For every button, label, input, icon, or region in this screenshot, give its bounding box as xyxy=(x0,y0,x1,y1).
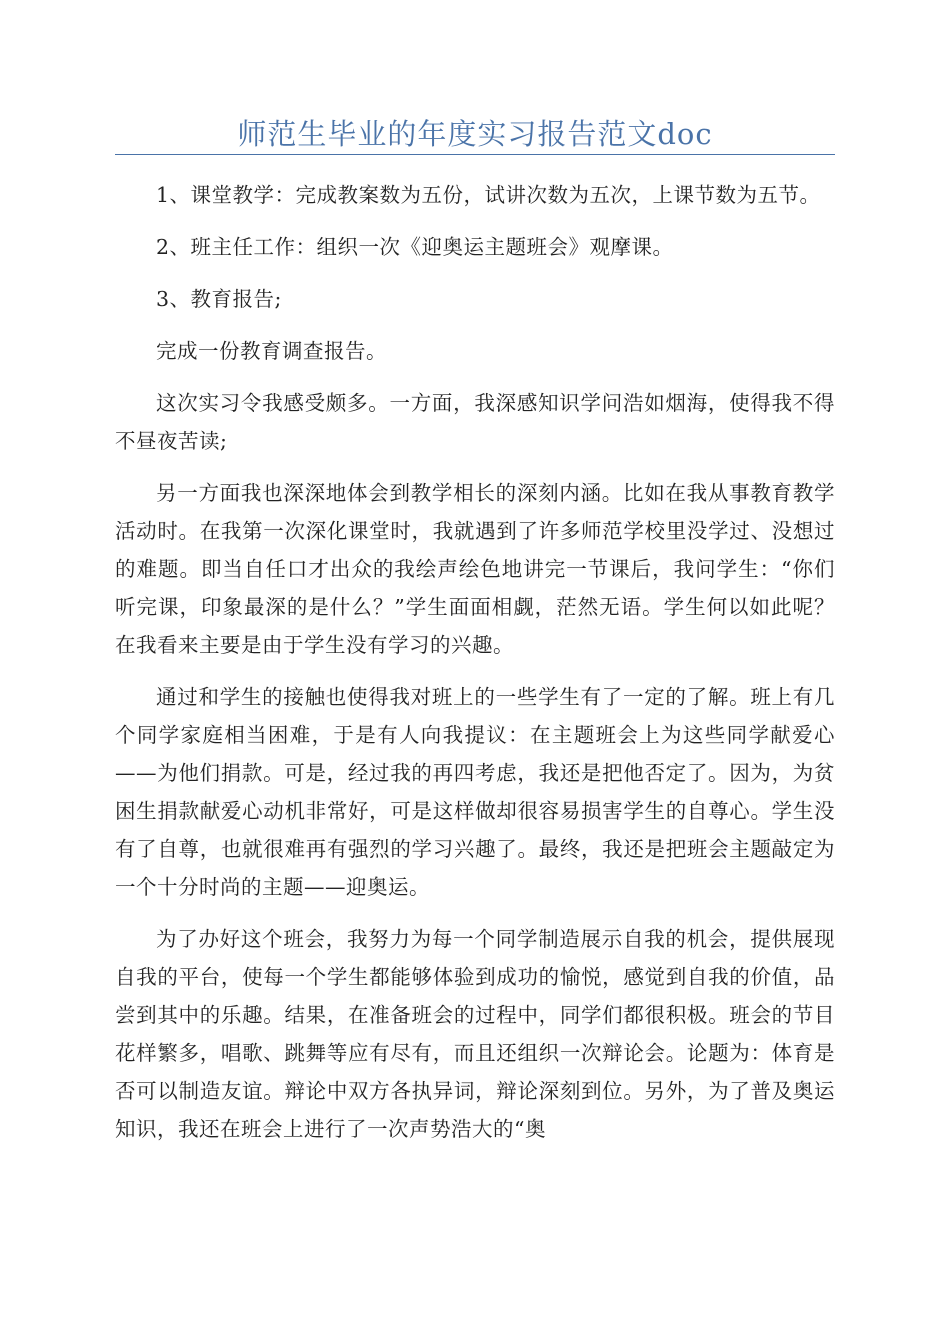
paragraph-reflection-intro: 这次实习令我感受颇多。一方面，我深感知识学问浩如烟海，使得我不得不昼夜苦读; xyxy=(115,391,835,453)
paragraph-classroom-teaching: 1、课堂教学：完成教案数为五份，试讲次数为五次，上课节数为五节。 xyxy=(156,183,821,207)
paragraph-class-advisor-work: 2、班主任工作：组织一次《迎奥运主题班会》观摩课。 xyxy=(156,235,674,259)
paragraph-class-meeting: 为了办好这个班会，我努力为每一个同学制造展示自我的机会，提供展现自我的平台，使每一个学生都能够体验到成功的愉悦，感觉到自我的价值，品尝到其中的乐趣。结果，在准备班会的过程中，同学们都很积极。班会的节目花样繁多，唱歌、跳舞等应有尽有，而且还组织一次辩论会。论题为：体育是否可以制造友谊。辩论中双方各执异词，辩论深刻到位。另外，为了普及奥运知识，我还在班会上进行了一次声势浩大的“奥 xyxy=(115,927,835,1141)
paragraph-teaching-insight: 另一方面我也深深地体会到教学相长的深刻内涵。比如在我从事教育教学活动时。在我第一次深化课堂时，我就遇到了许多师范学校里没学过、没想过的难题。即当自任口才出众的我绘声绘色地讲完一节课后，我问学生：“你们听完课，印象最深的是什么？”学生面面相觑，茫然无语。学生何以如此呢？在我看来主要是由于学生没有学习的兴趣。 xyxy=(115,481,835,657)
document-title: 师范生毕业的年度实习报告范文doc xyxy=(237,117,713,151)
paragraph-student-contact: 通过和学生的接触也使得我对班上的一些学生有了一定的了解。班上有几个同学家庭相当困难，于是有人向我提议：在主题班会上为这些同学献爱心——为他们捐款。可是，经过我的再四考虑，我还是把他否定了。因为，为贫困生捐款献爱心动机非常好，可是这样做却很容易损害学生的自尊心。学生没有了自尊，也就很难再有强烈的学习兴趣了。最终，我还是把班会主题敲定为一个十分时尚的主题——迎奥运。 xyxy=(115,685,835,899)
document-body xyxy=(115,176,835,1162)
paragraph-education-report: 3、教育报告; xyxy=(156,287,282,311)
title-underline xyxy=(115,154,835,155)
paragraph-survey-report: 完成一份教育调查报告。 xyxy=(156,339,387,363)
